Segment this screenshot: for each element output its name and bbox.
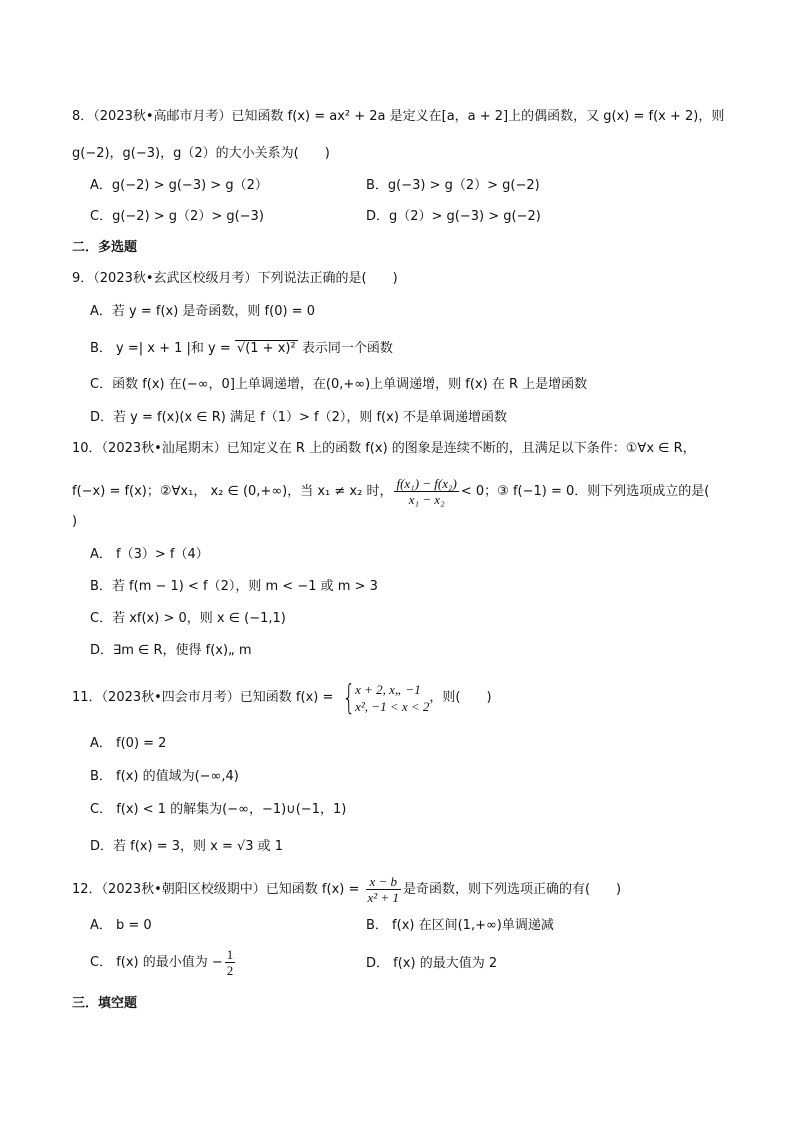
q9-option-b-prefix: B． y =| x + 1 |和 y = (90, 341, 235, 356)
section-multiple-choice-heading: 二．多选题 (72, 240, 138, 255)
q11-option-d-suffix: √3 或 1 (236, 839, 284, 854)
q11-piecewise-cases (355, 681, 429, 715)
q10-stem-line2-prefix: f(−x) = f(x)；②∀x₁， x₂ ∈ (0,+∞)，当 x₁ ≠ x₂ 时， (72, 484, 393, 499)
q11-option-d-prefix: D．若 f(x) = 3，则 x = (90, 839, 237, 854)
q12-option-c-numerator: 1 (226, 947, 234, 962)
q8-stem-line1: 8．（2023秋•高邮市月考）已知函数 f(x) = ax² + 2a 是定义在[a，a + 2]上的偶函数，又 g(x) = f(x + 2)，则 (72, 109, 725, 124)
q12-fraction-numerator: x − b (366, 874, 401, 890)
q10-fraction-numerator: f(x₁) − f(x₂) (396, 476, 457, 491)
q12-option-c-denominator: 2 (226, 963, 234, 978)
q11-option-d (90, 838, 283, 856)
q12-option-d: D． f(x) 的最大值为 2 (366, 956, 498, 971)
q12-option-a: A． b = 0 (90, 918, 152, 933)
q8-option-a: A．g(−2) > g(−3) > g（2） (90, 178, 268, 193)
q10-stem-line3: ) (72, 514, 78, 529)
q9-option-b-suffix: 表示同一个函数 (297, 341, 393, 356)
q8-stem-line2: g(−2)，g(−3)，g（2）的大小关系为( ) (72, 146, 330, 161)
q11-option-c: C． f(x) < 1 的解集为(−∞，−1)∪(−1，1) (90, 802, 347, 817)
q11-stem-prefix: 11．（2023秋•四会市月考）已知函数 f(x) = (72, 690, 338, 705)
q12-option-c-prefix: C． f(x) 的最小值为 − (90, 955, 223, 970)
q11-case-1: x + 2, x„ −1 (355, 681, 421, 697)
q12-stem-suffix: 是奇函数，则下列选项正确的有( ) (402, 882, 622, 897)
q9-option-b-radical: √(1 + x)² (236, 341, 296, 356)
q9-option-d: D．若 y = f(x)(x ∈ R) 满足 f（1）> f（2），则 f(x) 不是单调递增函数 (90, 410, 508, 425)
q11-stem-suffix: ，则( ) (429, 690, 492, 705)
q8-option-d: D．g（2）> g(−3) > g(−2) (366, 209, 541, 224)
q10-option-b: B．若 f(m − 1) < f（2），则 m < −1 或 m > 3 (90, 579, 378, 594)
q9-option-c: C．函数 f(x) 在(−∞，0]上单调递增，在(0,+∞)上单调递增，则 f(x) 在 R 上是增函数 (90, 377, 588, 392)
q12-option-c (90, 945, 237, 981)
q12-option-b: B． f(x) 在区间(1,+∞)单调递减 (366, 918, 554, 933)
q10-fraction-denominator: x₁ − x₂ (408, 492, 445, 507)
q10-option-c: C．若 xf(x) > 0，则 x ∈ (−1,1) (90, 611, 286, 626)
q11-stem (72, 678, 492, 718)
q12-option-c-fraction (225, 947, 236, 978)
q11-option-b: B． f(x) 的值域为(−∞,4) (90, 769, 239, 784)
q11-case-2: x², −1 < x < 2 (355, 698, 430, 714)
q9-option-b (90, 340, 393, 358)
q10-fraction (394, 476, 458, 507)
q10-option-a: A． f（3）> f（4） (90, 547, 209, 562)
section-fill-in-heading: 三．填空题 (72, 996, 138, 1011)
q12-stem (72, 872, 621, 908)
q9-stem: 9．（2023秋•玄武区校级月考）下列说法正确的是( ) (72, 271, 398, 286)
q11-option-a: A． f(0) = 2 (90, 736, 167, 751)
q10-stem-line1: 10．（2023秋•汕尾期末）已知定义在 R 上的函数 f(x) 的图象是连续不断的，且满足以下条件：①∀x ∈ R， (72, 441, 696, 456)
q9-option-b-radicand: (1 + x)² (245, 341, 296, 356)
q10-stem-line2-suffix: < 0；③ f(−1) = 0．则下列选项成立的是( (460, 484, 710, 499)
q8-option-c: C．g(−2) > g（2）> g(−3) (90, 209, 264, 224)
q12-fraction (366, 874, 401, 905)
q10-stem-line2 (72, 474, 709, 510)
q10-option-d: D．∃m ∈ R，使得 f(x)„ m (90, 643, 252, 658)
q11-piecewise-brace: { (341, 677, 355, 718)
q12-stem-prefix: 12．（2023秋•朝阳区校级期中）已知函数 f(x) = (72, 882, 364, 897)
q9-option-a: A．若 y = f(x) 是奇函数，则 f(0) = 0 (90, 304, 315, 319)
q8-option-b: B．g(−3) > g（2）> g(−2) (366, 178, 540, 193)
q12-fraction-denominator: x² + 1 (367, 890, 399, 905)
